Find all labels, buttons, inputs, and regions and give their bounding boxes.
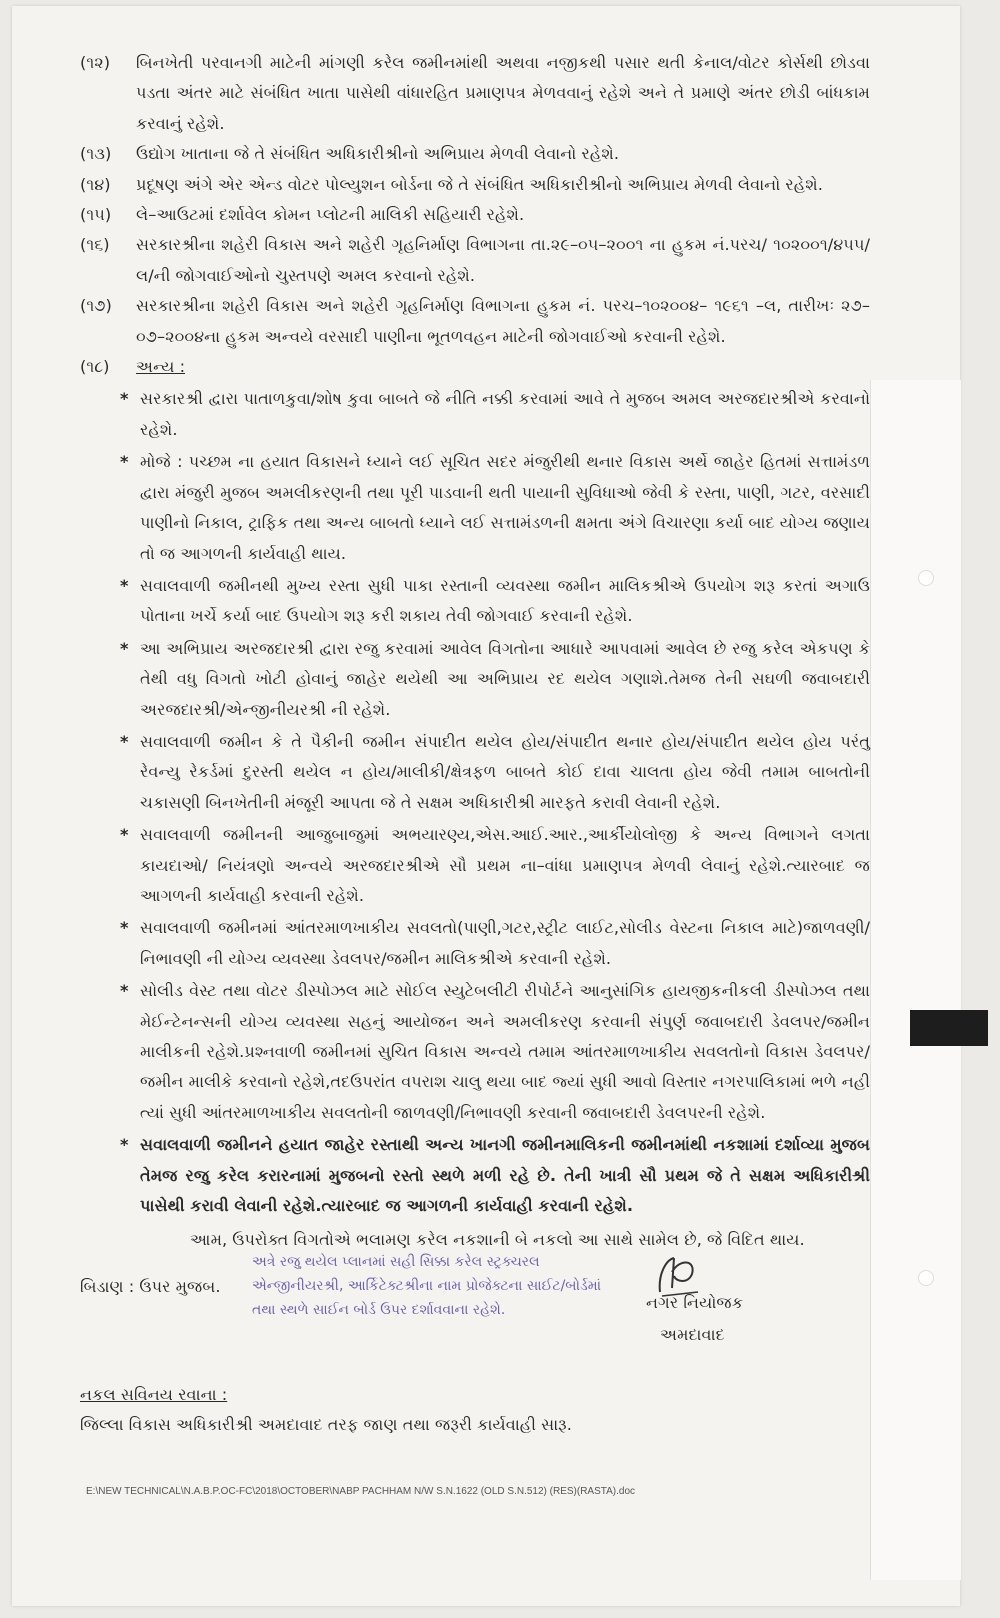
document-body bbox=[80, 48, 870, 1441]
condition-number: (૧૩) bbox=[80, 144, 112, 164]
bullet-item bbox=[120, 571, 870, 632]
star-bullet-icon: * bbox=[120, 389, 129, 409]
page-edge-flap bbox=[870, 380, 961, 1580]
stamp-line: એન્જીનીયરશ્રી, આર્કિટેક્ટશ્રીના નામ પ્રોજેક્ટના સાઈટ/બોર્ડમાં bbox=[252, 1277, 602, 1294]
condition-number: (૧૭) bbox=[80, 296, 112, 316]
condition-number: (૧૫) bbox=[80, 205, 112, 225]
condition-number: (૧૨) bbox=[80, 53, 111, 72]
stamp-line: તથા સ્થળે સાઈન બોર્ડ ઉપર દર્શાવવાના રહેશે. bbox=[252, 1301, 506, 1318]
signer-city: અમદાવાદ bbox=[660, 1324, 725, 1344]
condition-text: પ્રદૂષણ અંગે એર એન્ડ વોટર પોલ્યુશન બોર્ડના જે તે સંબંધિત અધિકારીશ્રીનો અભિપ્રાય મેળવી લેવાનો રહેશે. bbox=[136, 174, 823, 194]
copy-heading-text: નકલ સવિનય રવાના : bbox=[80, 1384, 228, 1404]
condition-text: સરકારશ્રીના શહેરી વિકાસ અને શહેરી ગૃહનિર્માણ વિભાગના તા.૨૯–૦૫–૨૦૦૧ ના હુકમ નં.પરચ/ ૧૦૨૦૦૧/૪૫૫/લ/ની જોગવાઈઓનો ચુસ્તપણે અમલ કરવાનો રહેશે. bbox=[136, 235, 870, 285]
condition-item bbox=[80, 170, 870, 200]
condition-number: (૧૪) bbox=[80, 174, 111, 194]
bullet-text: સવાલવાળી જમીન કે તે પૈકીની જમીન સંપાદીત થયેલ હોય/સંપાદીત થનાર હોય/સંપાદીત થયેલ હોય પરંતુ રેવન્યુ રેકર્ડમાં દુરસ્તી થયેલ ન હોય/માલીકી/ક્ષેત્રફળ બાબતે કોઈ દાવા ચાલતા હોય જેવી તમામ બાબતોની ચકાસણી બિનખેતીની મંજૂરી આપતા જે તે સક્ષમ અધિકારીશ્રી મારફતે કરાવી લેવાની રહેશે. bbox=[140, 731, 870, 812]
condition-item bbox=[80, 291, 870, 352]
bullet-item bbox=[120, 384, 870, 445]
bullet-text: સોલીડ વેસ્ટ તથા વોટર ડીસ્પોઝલ માટે સોઈલ સ્યુટેબલીટી રીપોર્ટને આનુસાંગિક હાયજીકનીકલી ડીસ્પોઝલ તથા મેઈન્ટેનન્સની યોગ્ય વ્યવસ્થા સહનું આયોજન અને અમલીકરણ કરવાની સંપુર્ણ જવાબદારી ડેવલપર/જમીન માલીકની રહેશે.પ્રશ્નવાળી જમીનમાં સુચિત વિકાસ અન્વયે તમામ આંતરમાળખાકીય સવલતોનો વિકાસ ડેવલપર/ જમીન માલીકે કરવાનો રહેશે,તદઉપરાંત વપરાશ ચાલુ થયા બાદ જ્યાં સુધી આવો વિસ્તાર નગરપાલિકામાં ભળે નહી ત્યાં સુધી આંતરમાળખાકીય સવલતોની જાળવણી/નિભાવણી કરવાની જવાબદારી ડેવલપરની રહેશે. bbox=[140, 981, 870, 1122]
condition-text: લે–આઉટમાં દર્શાવેલ કોમન પ્લોટની માલિકી સહિયારી રહેશે. bbox=[136, 205, 525, 225]
bullet-item bbox=[120, 820, 870, 911]
star-bullet-icon: * bbox=[120, 825, 129, 845]
other-label: અન્ય : bbox=[136, 357, 186, 377]
bullet-text: મોજે : પચ્છમ ના હયાત વિકાસને ધ્યાને લઈ સૂચિત સદર મંજુરીથી થનાર વિકાસ અર્થે જાહેર હિતમાં સત્તામંડળ દ્વારા મંજુરી મુજબ અમલીકરણની તથા પૂરી પાડવાની થતી પાયાની સુવિધાઓ જેવી કે રસ્તા, પાણી, ગટર, વરસાદી પાણીનો નિકાલ, ટ્રાફિક તથા અન્ય બાબતો ધ્યાને લઈ સત્તામંડળની ક્ષમતા અંગે વિચારણા કર્યા બાદ યોગ્ય જણાય તો જ આગળની કાર્યવાહી થાય. bbox=[140, 452, 870, 563]
condition-text: સરકારશ્રીના શહેરી વિકાસ અને શહેરી ગૃહનિર્માણ વિભાગના હુકમ નં. પરચ–૧૦૨૦૦૪– ૧૯૬૧ –લ, તારીખઃ ૨૭–૦૭–૨૦૦૪ના હુકમ અન્વયે વરસાદી પાણીના ભૂતળવહન માટેની જોગવાઈઓ કરવાની રહેશે. bbox=[136, 296, 870, 346]
other-conditions-list bbox=[120, 384, 870, 1221]
copy-heading bbox=[80, 1380, 870, 1410]
condition-text: ઉદ્યોગ ખાતાના જે તે સંબંધિત અધિકારીશ્રીનો અભિપ્રાય મેળવી લેવાનો રહેશે. bbox=[136, 144, 619, 164]
condition-number: (૧૮) bbox=[80, 357, 110, 377]
signer-title: નગર નિયોજક bbox=[646, 1292, 744, 1312]
star-bullet-icon: * bbox=[120, 575, 129, 595]
bullet-text: સવાલવાળી જમીનમાં આંતરમાળખાકીય સવલતો(પાણી,ગટર,સ્ટ્રીટ લાઈટ,સોલીડ વેસ્ટના નિકાલ માટે)જાળવણી/ નિભાવણી ની યોગ્ય વ્યવસ્થા ડેવલપર/જમીન માલિકશ્રીએ કરવાની રહેશે. bbox=[140, 918, 870, 968]
file-path-footer: E:\NEW TECHNICAL\N.A.B.P.OC-FC\2018\OCTOBER\NABP PACHHAM N/W S.N.1622 (OLD S.N.512) (RES)(RASTA).doc bbox=[86, 1486, 636, 1497]
star-bullet-icon: * bbox=[120, 981, 129, 1001]
bullet-text: આ અભિપ્રાય અરજદારશ્રી દ્વારા રજુ કરવામાં આવેલ વિગતોના આધારે આપવામાં આવેલ છે રજુ કરેલ એકપણ કે તેથી વધુ વિગતો ખોટી હોવાનું જાહેર થયેથી આ અભિપ્રાય રદ થયેલ ગણાશે.તેમજ તેની સઘળી જવાબદારી અરજદારશ્રી/એન્જીનીયરશ્રી ની રહેશે. bbox=[140, 638, 870, 719]
bullet-item bbox=[120, 634, 870, 725]
condition-text: બિનખેતી પરવાનગી માટેની માંગણી કરેલ જમીનમાંથી અથવા નજીકથી પસાર થતી કેનાલ/વોટર કોર્સથી છોડવા પડતા અંતર માટે સંબંધિત ખાતા પાસેથી વાંધારહિત પ્રમાણપત્ર મેળવવાનું રહેશે અને તે પ્રમાણે અંતર છોડી બાંધકામ કરવાનું રહેશે. bbox=[136, 53, 870, 133]
attachment-note: બિડાણ : ઉપર મુજબ. bbox=[80, 1276, 221, 1296]
binder-tab bbox=[910, 1010, 988, 1046]
bullet-text: સવાલવાળી જમીનથી મુખ્ય રસ્તા સુધી પાકા રસ્તાની વ્યવસ્થા જમીન માલિકશ્રીએ ઉપયોગ શરૂ કરતાં અગાઉ પોતાના ખર્ચે કર્યા બાદ ઉપયોગ શરૂ કરી શકાય તેવી જોગવાઈ કરવાની રહેશે. bbox=[140, 575, 870, 626]
condition-item bbox=[80, 200, 870, 230]
bullet-item bbox=[120, 913, 870, 974]
signature-block bbox=[80, 1253, 870, 1368]
bullet-item bbox=[120, 447, 870, 569]
condition-item bbox=[80, 230, 870, 291]
punch-hole bbox=[918, 570, 934, 586]
copy-recipient: જિલ્લા વિકાસ અધિકારીશ્રી અમદાવાદ તરફ જાણ તથા જરૂરી કાર્યવાહી સારૂ. bbox=[80, 1415, 572, 1435]
condition-number: (૧૬) bbox=[80, 235, 110, 255]
punch-hole bbox=[918, 1270, 934, 1286]
star-bullet-icon: * bbox=[120, 1135, 129, 1155]
rubber-stamp bbox=[252, 1250, 632, 1322]
bullet-item-bold bbox=[120, 1130, 870, 1221]
bullet-text: સવાલવાળી જમીનને હયાત જાહેર રસ્તાથી અન્ય ખાનગી જમીનમાલિકની જમીનમાંથી નકશામાં દર્શાવ્યા મુજબ તેમજ રજુ કરેલ કરારનામાં મુજબનો રસ્તો સ્થળે મળી રહે છે. તેની ખાત્રી સૌ પ્રથમ જે તે સક્ષમ અધિકારીશ્રી પાસેથી કરાવી લેવાની રહેશે.ત્યારબાદ જ આગળની કાર્યવાહી કરવાની રહેશે. bbox=[140, 1135, 870, 1216]
bullet-item bbox=[120, 727, 870, 818]
bullet-item bbox=[120, 976, 870, 1128]
star-bullet-icon: * bbox=[120, 731, 129, 751]
stamp-line: અત્રે રજુ થયેલ પ્લાનમાં સહી સિક્કા કરેલ સ્ટ્રક્ચરલ bbox=[252, 1253, 540, 1270]
condition-item bbox=[80, 139, 870, 169]
bullet-text: સરકારશ્રી દ્વારા પાતાળકુવા/શોષ કુવા બાબતે જે નીતિ નક્કી કરવામાં આવે તે મુજબ અમલ અરજદારશ્રીએ કરવાનો રહેશે. bbox=[140, 389, 870, 439]
condition-item bbox=[80, 48, 870, 139]
star-bullet-icon: * bbox=[120, 452, 129, 472]
star-bullet-icon: * bbox=[120, 638, 129, 658]
star-bullet-icon: * bbox=[120, 918, 129, 938]
closing-statement: આમ, ઉપરોક્ત વિગતોએ ભલામણ કરેલ નકશાની બે નકલો આ સાથે સામેલ છે, જે વિદિત થાય. bbox=[190, 1230, 805, 1250]
bullet-text: સવાલવાળી જમીનની આજુબાજુમાં અભયારણ્ય,એસ.આઈ.આર.,આર્કીયોલોજી કે અન્ય વિભાગને લગતા કાયદાઓ/ નિયંત્રણો અન્વયે અરજદારશ્રીએ સૌ પ્રથમ ના–વાંધા પ્રમાણપત્ર મેળવી લેવાનું રહેશે.ત્યારબાદ જ આગળની કાર્યવાહી કરવાની રહેશે. bbox=[140, 825, 870, 905]
other-conditions-heading bbox=[80, 352, 870, 382]
